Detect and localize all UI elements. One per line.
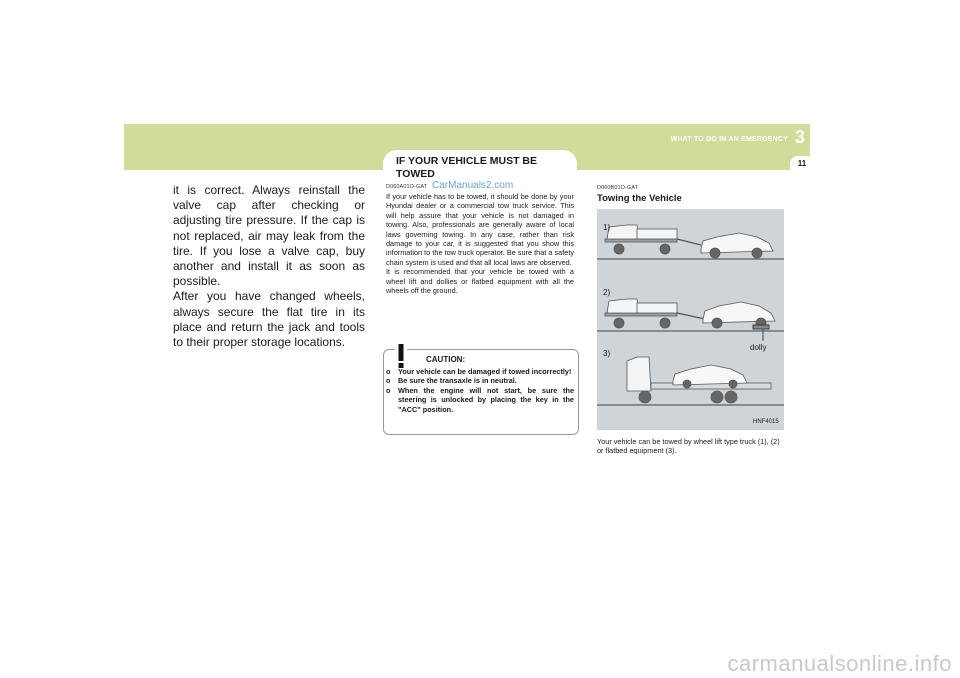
site-watermark: carmanualsonline.info bbox=[727, 651, 952, 676]
figure-code: HNF4015 bbox=[753, 419, 779, 425]
towing-illustration bbox=[597, 209, 784, 430]
caution-item: o When the engine will not start, be sure the steering is unlocked by placing the key in the "ACC" position. bbox=[386, 386, 574, 414]
wheel-lift-truck-2 bbox=[605, 299, 705, 328]
section-title: WHAT TO DO IN AN EMERGENCY bbox=[670, 136, 788, 143]
section-code: D060A01O-GAT bbox=[386, 184, 428, 190]
towing-section-title: IF YOUR VEHICLE MUST BE TOWED bbox=[396, 155, 537, 180]
paragraph: If your vehicle has to be towed, it should be done by your Hyundai dealer or a commercial tow truck service. This will help assure that your vehicle is not damaged in towing. Also, professionals are generally aware of local laws governing towing. In any case, rather than risk damage to your car, it is suggested that you show this information to the tow truck operator. Be sure that a safety chain system is used and that all local laws are observed. bbox=[386, 192, 574, 267]
watermark-text: CarManuals2.com bbox=[432, 180, 514, 191]
chapter-number: 3 bbox=[795, 127, 806, 147]
caution-list bbox=[386, 367, 574, 414]
dolly-label: dolly bbox=[750, 343, 767, 352]
dolly-icon bbox=[753, 325, 769, 341]
figure-caption: Your vehicle can be towed by wheel lift type truck (1), (2) or flatbed equipment (3). bbox=[597, 437, 780, 456]
paragraph: After you have changed wheels, always secure the flat tire in its place and return the jack and tools to their proper storage locations. bbox=[173, 289, 365, 350]
left-column-text bbox=[173, 183, 365, 350]
figure-label-2: 2) bbox=[603, 288, 611, 297]
warning-icon bbox=[384, 338, 418, 370]
towing-illustration-drawing bbox=[597, 209, 784, 430]
towed-car-2 bbox=[703, 302, 775, 328]
paragraph: it is correct. Always reinstall the valve cap after checking or adjusting tire pressure. If the cap is not replaced, air may leak from the tire. If you lose a valve cap, buy another and install it as soon as possible. bbox=[173, 183, 365, 289]
section-code: D060B01O-GAT bbox=[597, 185, 639, 191]
towing-body-text bbox=[386, 192, 574, 295]
caution-item: o Your vehicle can be damaged if towed incorrectly! bbox=[386, 367, 574, 376]
paragraph: It is recommended that your vehicle be towed with a wheel lift and dollies or flatbed equipment with all the wheels off the ground. bbox=[386, 267, 574, 296]
wheel-lift-truck-1 bbox=[605, 225, 701, 254]
towing-vehicle-heading: Towing the Vehicle bbox=[597, 193, 682, 204]
towed-car-1 bbox=[701, 233, 773, 258]
caution-title: CAUTION: bbox=[426, 355, 466, 364]
figure-label-1: 1) bbox=[603, 223, 611, 232]
figure-label-3: 3) bbox=[603, 349, 611, 358]
caution-item: o Be sure the transaxle is in neutral. bbox=[386, 376, 574, 385]
page-number: 11 bbox=[797, 159, 807, 168]
